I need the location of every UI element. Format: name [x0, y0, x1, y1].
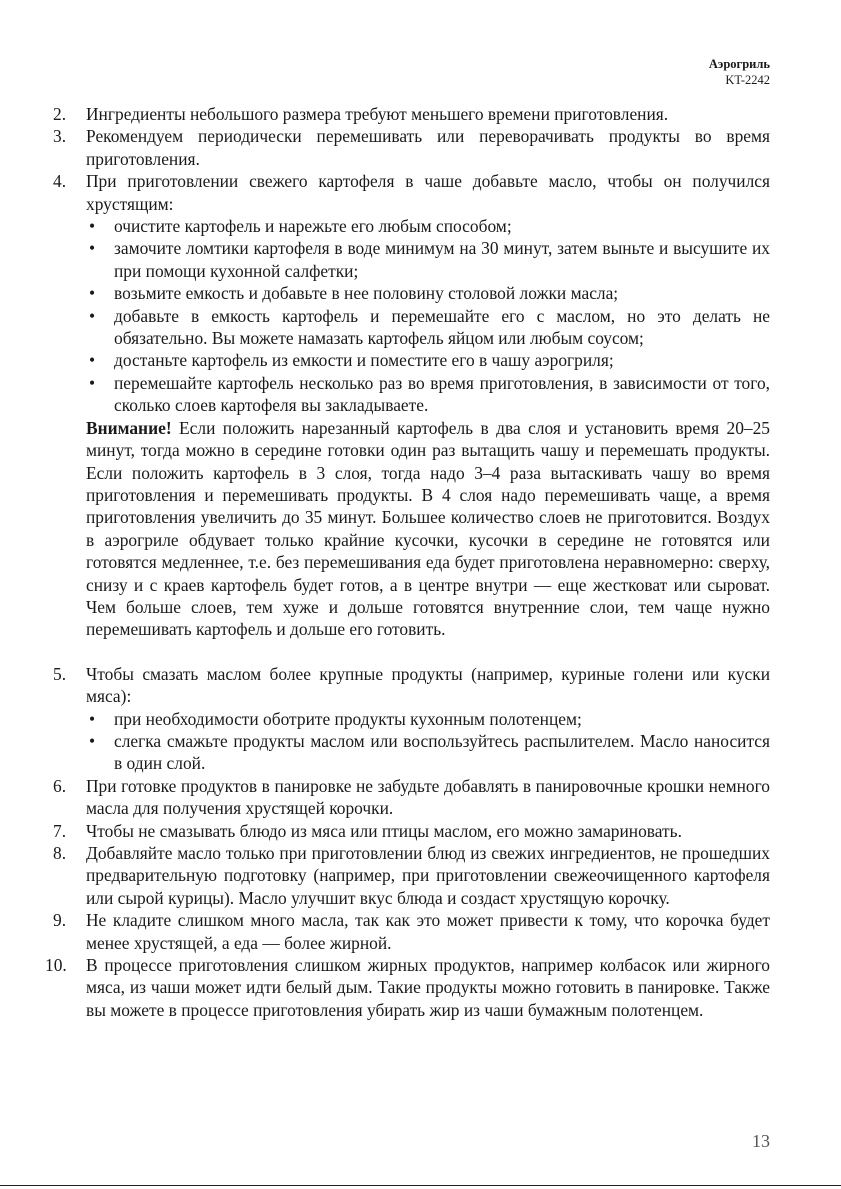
item-text: Добавляйте масло только при приготовлении блюд из свежих ингредиентов, не прошедших предварительную подготовку (например, при приготовлении свежеочищенного картофеля или сырой курицы). Масло улучшит вкус блюда и создаст хрустящую корочку. [86, 843, 770, 908]
list-item [53, 125, 770, 170]
item-text: В процессе приготовления слишком жирных продуктов, например колбасок или жирного мяса, из чаши может идти белый дым. Такие продукты можно готовить в панировке. Также вы можете в процессе приготовления убирать жир из чаши бумажным полотенцем. [86, 955, 770, 1020]
bottom-divider [0, 1185, 841, 1186]
bullet-text: при необходимости оботрите продукты кухонным полотенцем; [114, 708, 582, 729]
page-header [709, 56, 770, 88]
list-item [53, 842, 770, 909]
header-brand: Аэрогриль [708, 57, 770, 71]
list-item [53, 775, 770, 820]
bullet-icon: • [89, 730, 96, 751]
item-number: 10. [45, 955, 67, 976]
item-number: 6. [53, 775, 67, 796]
bullet-list [86, 708, 770, 775]
item-number: 4. [53, 171, 67, 192]
bullet-text: достаньте картофель из емкости и поместите его в чашу аэрогриля; [114, 350, 614, 371]
bullet-item [86, 349, 770, 371]
item-text: При готовке продуктов в панировке не забудьте добавлять в панировочные крошки немного масла для получения хрустящей корочки. [86, 775, 770, 819]
bullet-list [86, 215, 770, 417]
list-item [53, 170, 770, 663]
bullet-item [86, 708, 770, 730]
bullet-icon: • [89, 350, 96, 371]
header-model: KT-2242 [725, 73, 770, 87]
bullet-item [86, 215, 770, 237]
item-number: 8. [53, 843, 67, 863]
item-text: Рекомендуем периодически перемешивать или переворачивать продукты во время приготовления. [86, 126, 770, 169]
list-item [53, 663, 770, 775]
bullet-text: возьмите емкость и добавьте в нее половину столовой ложки масла; [114, 283, 619, 304]
bullet-item [86, 372, 770, 417]
bullet-text: добавьте в емкость картофель и перемешайте его с маслом, но это делать не обязательно. Вы можете намазать картофель яйцом или любым соусом; [114, 305, 770, 349]
bullet-icon: • [89, 305, 96, 326]
paragraph-gap [86, 641, 770, 663]
list-item [53, 909, 770, 954]
list-item [45, 954, 770, 1021]
bullet-text: перемешайте картофель несколько раз во время приготовления, в зависимости от того, сколько слоев картофеля вы закладываете. [114, 372, 770, 416]
list-item [53, 103, 770, 125]
bullet-icon: • [89, 216, 96, 237]
attention-label: Внимание! [86, 417, 172, 438]
bullet-icon: • [89, 283, 96, 304]
attention-text: Если положить нарезанный картофель в два слоя и установить время 20–25 минут, тогда можно в середине готовки один раз вытащить чашу и перемешать продукты. Если положить картофель в 3 слоя, тогда надо 3–4 раза вытаскивать чашу во время приготовления и перемешивать продукты. В 4 слоя надо перемешивать чаще, а время приготовления увеличить до 35 минут. Большее количество слоев не приготовится. Воздух в аэрогриле обдувает только крайние кусочки, кусочки в середине не готовятся или готовятся медленнее, т.е. без перемешивания еда будет приготовлена неравномерно: сверху, снизу и с краев картофель будет готов, а в центре внутри — еще жестковат или сыроват. Чем больше слоев, тем хуже и дольше готовятся внутренние слои, тем чаще нужно перемешивать картофель и дольше его готовить. [86, 417, 770, 640]
bullet-item [86, 237, 770, 282]
bullet-text: очистите картофель и нарежьте его любым способом; [114, 216, 512, 237]
item-text: При приготовлении свежего картофеля в чаше добавьте масло, чтобы он получился хрустящим: [86, 171, 770, 214]
bullet-item [86, 305, 770, 350]
item-text: Ингредиенты небольшого размера требуют меньшего времени приготовления. [86, 104, 669, 124]
bullet-item [86, 730, 770, 775]
bullet-icon: • [89, 708, 96, 729]
item-number: 2. [53, 104, 67, 124]
item-number: 9. [53, 910, 67, 931]
bullet-icon: • [89, 372, 96, 393]
item-text: Чтобы не смазывать блюдо из мяса или птицы маслом, его можно замариновать. [86, 820, 682, 841]
item-number: 3. [53, 126, 67, 147]
document-body [45, 103, 770, 1021]
item-text: Не кладите слишком много масла, так как это может привести к тому, что корочка будет менее хрустящей, а еда — более жирной. [86, 910, 770, 953]
item-text: Чтобы смазать маслом более крупные продукты (например, куриные голени или куски мяса): [86, 663, 770, 707]
attention-note [86, 417, 770, 641]
bullet-item [86, 282, 770, 304]
page-number: 13 [752, 1131, 770, 1151]
bullet-text: замочите ломтики картофеля в воде минимум на 30 минут, затем выньте и высушите их при помощи кухонной салфетки; [114, 238, 770, 281]
bullet-text: слегка смажьте продукты маслом или воспользуйтесь распылителем. Масло наносится в один слой. [114, 730, 770, 774]
item-number: 5. [53, 663, 67, 684]
instruction-list [45, 103, 770, 1021]
bullet-icon: • [89, 238, 96, 259]
item-number: 7. [53, 820, 67, 841]
list-item [53, 820, 770, 842]
